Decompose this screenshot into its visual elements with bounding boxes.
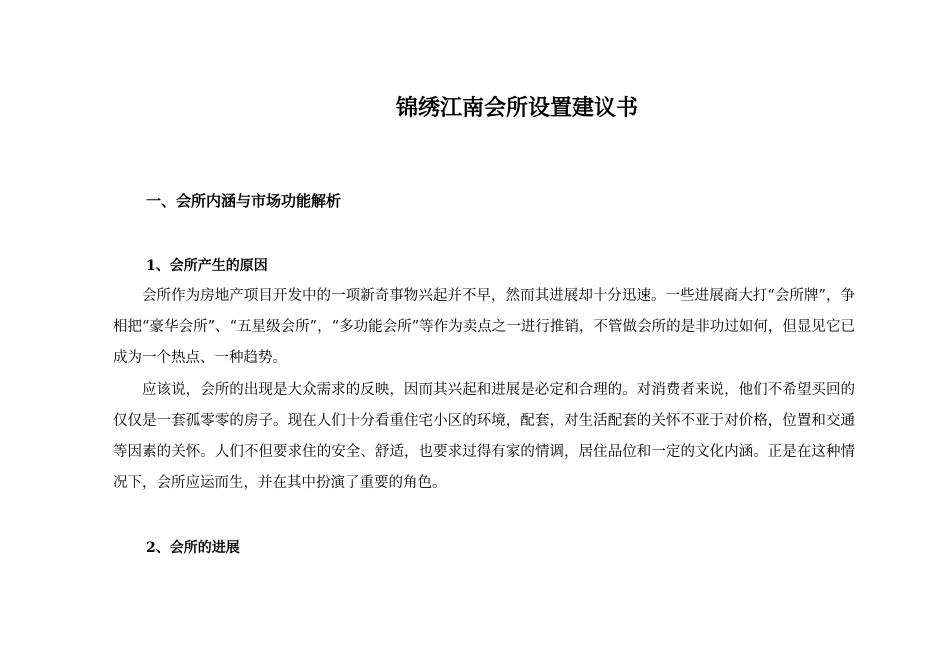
subsection-heading-development: 2、会所的进展 [146,540,240,556]
subsection-heading-causes: 1、会所产生的原因 [146,258,268,274]
document-title: 锦绣江南会所设置建议书 [395,95,638,121]
paragraph: 应该说，会所的出现是大众需求的反映，因而其兴起和进展是必定和合理的。对消费者来说，他们不希望买回的仅仅是一套孤零零的房子。现在人们十分看重住宅小区的环境，配套，对生活配套的关怀不亚于对价格，位置和交通等因素的关怀。人们不但要求住的安全、舒适，也要求过得有家的情调，居住品位和一定的文化内涵。正是在这种情况下，会所应运而生，并在其中扮演了重要的角色。 [113,382,855,491]
section-heading: 一、会所内涵与市场功能解析 [146,192,342,210]
paragraph: 会所作为房地产项目开发中的一项新奇事物兴起并不早，然而其进展却十分迅速。一些进展商大打“会所牌”，争相把“豪华会所”、“五星级会所”，“多功能会所”等作为卖点之一进行推销，不管做会所的是非功过如何，但显见它已成为一个热点、一种趋势。 [113,288,855,366]
